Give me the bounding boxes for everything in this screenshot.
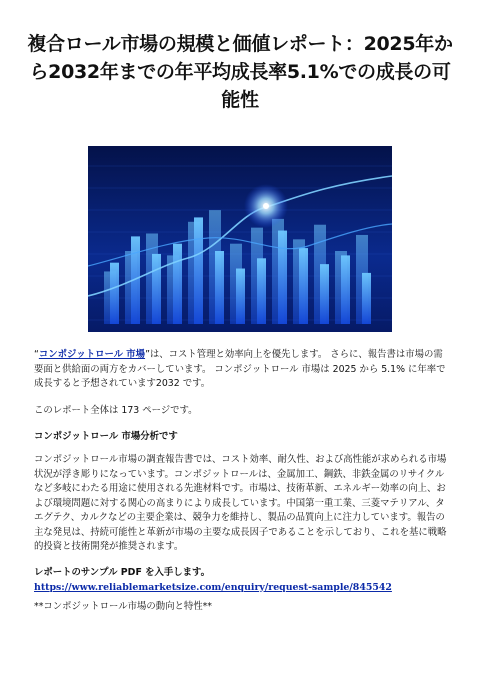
pages-note: このレポート全体は 173 ページです。 [34,405,198,416]
trends-heading: **コンポジットロール市場の動向と特性** [34,601,212,612]
hero-bar [215,251,224,324]
hero-bar [194,217,203,324]
intro-open-quote: “ [34,349,39,360]
analysis-paragraph: コンポジットロール市場の調査報告書では、コスト効率、耐久性、および高性能が求められる市場状況が浮き彫りになっています。コンポジットロールは、金属加工、鋼鉄、非鉄金属のリサイクルなど多岐にわたる用途に使用される先進材料です。市場は、技術革新、エネルギー効率の向上、および環境問題に対する関心の高まりにより成長しています。中国第一重工業、三菱マテリアル、タエグテク、カルクなどの主要企業は、競争力を維持し、製品の品質向上に注力しています。報告の主な発見は、持続可能性と革新が市場の主要な成長因子であることを示しており、これを基に戦略的投資と技術開発が推奨されます。 [34,454,447,552]
hero-bar [278,231,287,324]
hero-bar [299,248,308,324]
hero-bar [362,273,371,324]
sample-request-line [34,566,450,595]
hero-glow-core [263,203,269,209]
hero-bar [173,244,182,324]
hero-bar [320,264,329,324]
sample-request-link[interactable]: https://www.reliablemarketsize.com/enquiry/request-sample/845542 [34,581,392,593]
hero-chart-image [88,146,392,332]
market-link[interactable]: コンポジットロール 市場 [38,349,146,360]
hero-bar [341,255,350,324]
analysis-heading: コンポジットロール 市場分析です [34,431,178,442]
hero-bar [110,263,119,324]
intro-paragraph [34,348,450,392]
sample-label: レポートのサンプル PDF を入手します。 [34,567,210,578]
page-title: 複合ロール市場の規模と価値レポート：2025年から2032年までの年平均成長率5.1%での成長の可能性 [27,33,453,111]
hero-bar [152,254,161,324]
hero-bar [257,258,266,324]
hero-bar [236,269,245,324]
hero-svg [88,146,392,332]
intro-text: ”は、コスト管理と効率向上を優先します。 さらに、報告書は市場の需要面と供給面の両方をカバーしています。 コンポジットロール 市場は 2025 から 5.1% に年率で成長すると予想されています2032 です。 [34,349,446,389]
